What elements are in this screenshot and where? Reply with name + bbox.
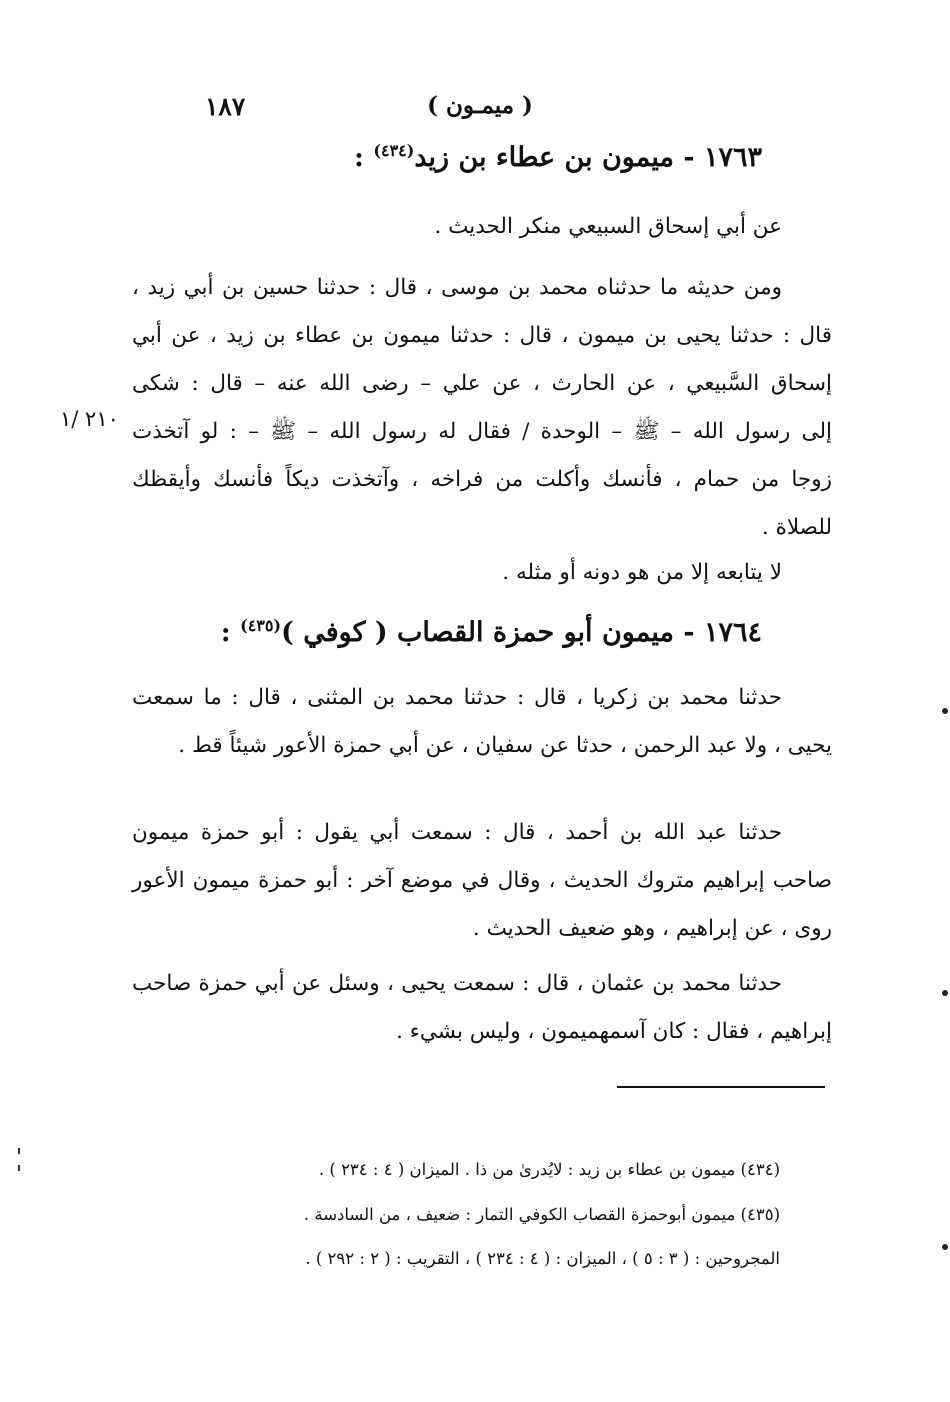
scan-mark (18, 1148, 20, 1154)
text-line: يحيى ، ولا عبد الرحمن ، حدثا عن سفيان ، عن أبي حمزة الأعور شيئاً قط . (178, 733, 832, 758)
text-line: ومن حديثه ما حدثناه محمد بن موسى ، قال : حدثنا حسين بن أبي زيد ، (132, 275, 782, 300)
footnote-ref: (٤٣٤) (373, 141, 415, 160)
entry-name: - ميمون أبو حمزة القصاب ( كوفي ) (281, 617, 695, 648)
text-line: روى ، عن إبراهيم ، وهو ضعيف الحديث . (472, 916, 832, 941)
paragraph-6 (132, 960, 832, 1056)
scan-mark (942, 1244, 948, 1250)
footnote-divider (617, 1086, 825, 1088)
footnote-435: (٤٣٥) ميمون أبوحمزة القصاب الكوفي التمار : ضعيف ، من السادسة . (303, 1205, 780, 1224)
text-line: حدثنا محمد بن زكريا ، قال : حدثنا محمد بن المثنى ، قال : ما سمعت (132, 685, 782, 710)
paragraph-5 (132, 809, 832, 953)
text-line: حدثنا محمد بن عثمان ، قال : سمعت يحيى ، وسئل عن أبي حمزة صاحب (132, 971, 782, 996)
entry-number: ١٧٦٣ (703, 142, 762, 173)
text-line: عن أبي إسحاق السبيعي منكر الحديث . (434, 214, 782, 239)
footnote-ref: (٤٣٥) (240, 616, 282, 635)
page-number: ١٨٧ (205, 92, 246, 121)
running-title: ( ميمـون ) (427, 92, 533, 119)
heading-colon: : (354, 142, 364, 173)
footnote-435-sources: المجروحين : ( ٣ : ٥ ) ، الميزان : ( ٤ : ٢٣٤ ) ، التقريب : ( ٢ : ٢٩٢ ) . (305, 1249, 780, 1268)
entry-heading-1763 (112, 142, 762, 173)
text-line: حدثنا عبد الله بن أحمد ، قال : سمعت أبي يقول : أبو حمزة ميمون (132, 820, 782, 845)
text-line: للصلاة . (761, 515, 832, 540)
entry-name: - ميمون بن عطاء بن زيد (414, 142, 695, 173)
paragraph-2 (132, 264, 832, 552)
paragraph-1 (132, 203, 832, 251)
scan-mark (18, 1165, 20, 1171)
text-line: قال : حدثنا يحيى بن ميمون ، قال : حدثنا ميمون بن عطاء بن زيد ، عن أبي (132, 323, 832, 348)
paragraph-4 (132, 674, 832, 770)
text-line: لا يتابعه إلا من هو دونه أو مثله . (502, 560, 782, 585)
text-line: إسحاق السَّبيعي ، عن الحارث ، عن علي – رضى الله عنه – قال : شكى (132, 371, 832, 396)
entry-number: ١٧٦٤ (703, 617, 762, 648)
entry-heading-1764 (112, 617, 762, 648)
text-line: زوجا من حمام ، فأنسك وأكلت من فراخه ، وآتخذت ديكاً فأنسك وأيقظك (132, 467, 832, 492)
margin-page-note: ٢١٠ /١ (60, 407, 119, 431)
heading-colon: : (220, 617, 231, 648)
paragraph-3 (132, 549, 832, 597)
scan-mark (942, 990, 948, 996)
footnote-434: (٤٣٤) ميمون بن عطاء بن زيد : لايُدرىٰ من ذا . الميزان ( ٤ : ٢٣٤ ) . (318, 1160, 780, 1179)
text-line: إبراهيم ، فقال : كان آسمهميمون ، وليس بشيء . (396, 1019, 832, 1044)
text-line: صاحب إبراهيم متروك الحديث ، وقال في موضع آخر : أبو حمزة ميمون الأعور (132, 868, 832, 893)
text-line: إلى رسول الله – ﷺ – الوحدة / فقال له رسول الله – ﷺ – : لو آتخذت (132, 419, 832, 444)
scan-mark (942, 708, 948, 714)
